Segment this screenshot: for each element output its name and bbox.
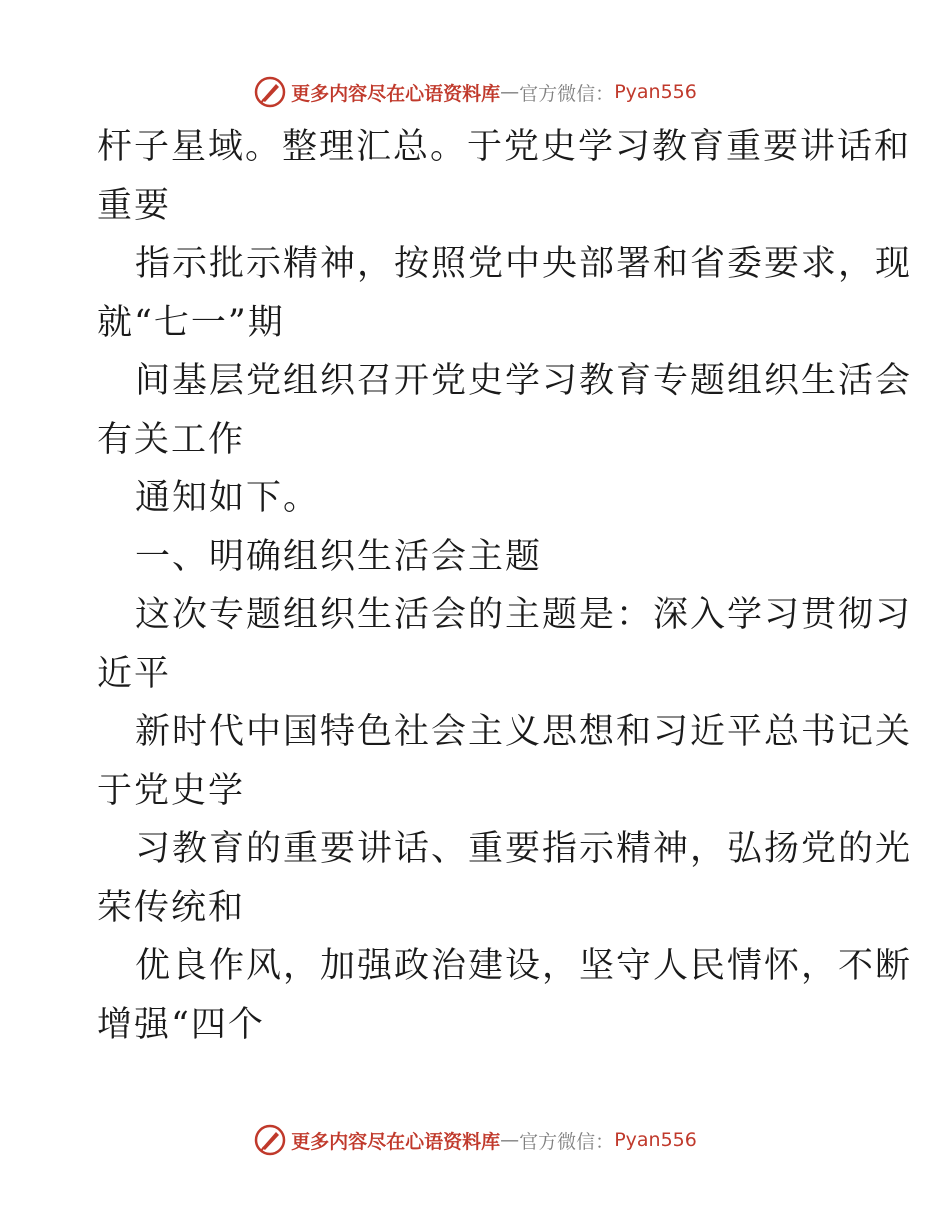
text-line: 新时代中国特色社会主义思想和习近平总书记关 — [135, 712, 913, 752]
text-line: 习教育的重要讲话、重要指示精神，弘扬党的光 — [135, 829, 913, 869]
watermark-brand-text: 更多内容尽在心语资料库 — [291, 82, 501, 105]
text-line: 间基层党组织召开党史学习教育专题组织生活会 — [135, 361, 913, 401]
watermark-wechat-id: Pyan556 — [614, 1129, 697, 1151]
text-line: 这次专题组织生活会的主题是：深入学习贯彻习 — [135, 595, 913, 635]
watermark-dash: — — [500, 1129, 520, 1151]
section-heading: 一、明确组织生活会主题 — [135, 536, 543, 577]
text-line: 重要 — [97, 185, 172, 226]
text-line: 杆子星域。整理汇总。于党史学习教育重要讲话和 — [97, 127, 912, 167]
text-line: 有关工作 — [97, 419, 246, 460]
watermark-wechat-id: Pyan556 — [614, 81, 697, 103]
header-watermark — [0, 72, 950, 112]
text-line: 荣传统和 — [97, 887, 246, 928]
footer-watermark — [0, 1120, 950, 1160]
quill-seal-icon — [253, 75, 287, 109]
watermark-brand-text: 更多内容尽在心语资料库 — [291, 1130, 501, 1153]
text-line: 优良作风，加强政治建设，坚守人民情怀，不断 — [135, 946, 913, 986]
text-line: 指示批示精神，按照党中央部署和省委要求，现 — [135, 244, 913, 284]
text-line: 于党史学 — [97, 770, 246, 811]
quill-seal-icon — [253, 1123, 287, 1157]
text-line: 就“七一”期 — [97, 302, 285, 343]
text-line: 增强“四个 — [97, 1004, 265, 1045]
watermark-wechat-label: 官方微信： — [519, 82, 615, 105]
document-body — [97, 118, 913, 1054]
text-line: 近平 — [97, 653, 172, 694]
text-line: 通知如下。 — [135, 478, 321, 518]
watermark-wechat-label: 官方微信： — [519, 1130, 615, 1153]
watermark-dash: — — [500, 81, 520, 103]
